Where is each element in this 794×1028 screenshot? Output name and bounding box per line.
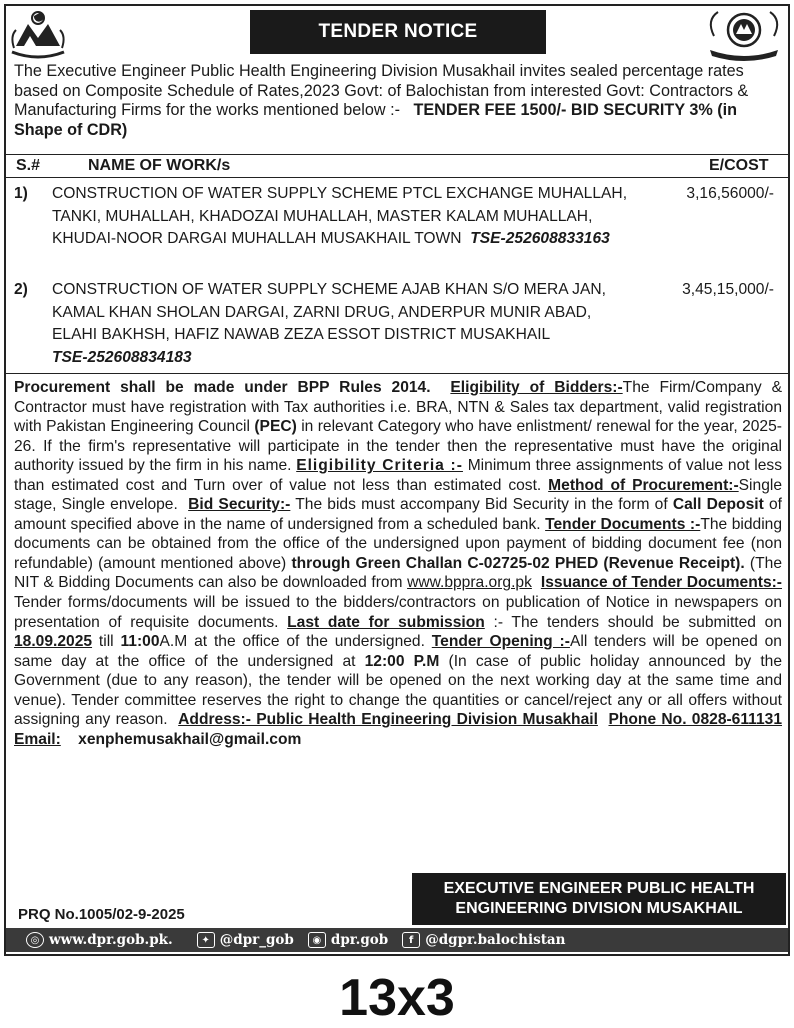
ad-size-label: 13x3: [339, 969, 455, 1027]
submission-time: 11:00: [120, 633, 160, 651]
phone-label: Phone No. 0828-611131: [608, 711, 782, 729]
header-name-of-work: NAME OF WORK/s: [88, 157, 231, 174]
row-cost: 3,45,15,000/-: [682, 281, 774, 298]
footer-instagram-text[interactable]: dpr.gob: [330, 932, 389, 948]
facebook-icon: f: [402, 932, 420, 948]
signature-line-2: ENGINEERING DIVISION MUSAKHAIL: [455, 900, 743, 917]
tender-opening-label: Tender Opening :-: [431, 633, 570, 651]
prq-number: PRQ No.1005/02-9-2025: [18, 906, 185, 923]
eligibility-bidders-text-2: in relevant Category who have enlistment/ renewal for the year, 2025-26. If the firm's representative will participate in the tender then the representative must have the original authority issued by the firm in his name.: [14, 418, 782, 475]
dgpr-footer-bar: [6, 928, 788, 952]
submission-time-text: A.M at the office of the undersigned.: [159, 633, 425, 651]
address-label: Address:- Public Health Engineering Division Musakhail: [178, 711, 598, 729]
issuance-label: Issuance of Tender Documents:-: [540, 574, 782, 592]
tender-notice-title: TENDER NOTICE: [250, 10, 546, 54]
header-serial: S.#: [16, 157, 41, 174]
header-estimated-cost: E/COST: [709, 157, 769, 174]
table-bottom-divider: [6, 373, 788, 374]
intro-text: The Executive Engineer Public Health Engineering Division Musakhail invites sealed percentage rates based on Composite Schedule of Rates,2023 Govt: of Balochistan from interested Govt: Contractors & Manufacturing Firms for the works mentioned below :-: [14, 62, 749, 119]
footer-facebook-text[interactable]: @dgpr.balochistan: [425, 932, 566, 948]
method-label: Method of Procurement:-: [548, 476, 739, 494]
method-text: Single stage, Single envelope.: [14, 476, 783, 514]
pec-label: (PEC): [254, 418, 297, 436]
eligibility-criteria-text: Minimum three assignments of value not less than estimated cost and Turn over of value not less than estimated cost.: [14, 457, 783, 494]
email-link[interactable]: xenphemusakhail@gmail.com: [78, 730, 302, 748]
last-date-text: :- The tenders should be submitted on: [493, 613, 783, 631]
footer-web-text[interactable]: www.dpr.gob.pk.: [49, 932, 173, 948]
eligibility-bidders-text: The Firm/Company & Contractor must have registration with Tax authorities i.e. BRA, NTN & Sales tax department, valid registration with Pakistan Engineering Council: [14, 379, 782, 436]
row-serial: 1): [14, 185, 28, 202]
bid-security-text: The bids must accompany Bid Security in the form of: [295, 496, 668, 514]
tender-opening-text-2: (In case of public holiday announced by the Government (due to any reason), the tender will be opened on the next working day at the same time and venue). Tender committee reserves the right to change the quantities or cancel/reject any or all offers without assigning any reason.: [14, 652, 783, 729]
tender-fee-text: TENDER FEE 1500/- BID SECURITY 3% (in Shape of CDR): [14, 101, 737, 139]
executive-engineer-signature-box: [412, 873, 786, 925]
row-tse: TSE-252608833163: [470, 230, 610, 247]
row-serial: 2): [14, 281, 28, 298]
tender-documents-text: The bidding documents can be obtained from the office of the undersigned upon payment of bidding document fee (non refundable) (amount mentioned above): [14, 515, 782, 572]
twitter-icon: ✦: [197, 932, 215, 948]
works-table-header: [6, 154, 788, 178]
footer-instagram: [308, 932, 388, 948]
eligibility-bidders-label: Eligibility of Bidders:-: [450, 379, 623, 396]
bid-security-text-2: of amount specified above in the name of undersigned from a scheduled bank.: [14, 496, 782, 533]
tender-documents-label: Tender Documents :-: [545, 515, 701, 533]
row-cost: 3,16,56000/-: [686, 185, 774, 202]
procurement-rules: Procurement shall be made under BPP Rules 2014.: [14, 379, 431, 396]
footer-twitter: [197, 932, 294, 948]
balochistan-emblem-logo: [8, 6, 68, 64]
green-challan: through Green Challan C-02725-02 PHED (Revenue Receipt).: [291, 554, 745, 572]
last-date-label: Last date for submission: [287, 613, 485, 631]
call-deposit: Call Deposit: [672, 496, 764, 514]
instagram-icon: ◉: [308, 932, 326, 948]
intro-paragraph: [14, 62, 782, 140]
issuance-text: Tender forms/documents will be issued to the bidders/contractors on publication of Notice in newspapers on presentation of requisite documents.: [14, 594, 782, 631]
opening-time: 12:00 P.M: [364, 652, 440, 670]
submission-date: 18.09.2025: [14, 633, 93, 651]
bid-security-label: Bid Security:-: [188, 496, 291, 514]
signature-line-1: EXECUTIVE ENGINEER PUBLIC HEALTH: [443, 880, 755, 897]
row-work-text: CONSTRUCTION OF WATER SUPPLY SCHEME PTCL EXCHANGE MUHALLAH, TANKI, MUHALLAH, KHADOZAI MUHALLAH, MASTER KALAM MUHALLAH, KHUDAI-NOOR DARGAI MUHALLAH MUSAKHAIL TOWN: [52, 185, 628, 247]
row-work: [52, 183, 632, 251]
tender-opening-text: All tenders will be opened on same day at the office of the undersigned at: [14, 633, 782, 670]
footer-web: [26, 932, 173, 948]
government-seal-logo: [704, 6, 784, 64]
row-work-text: CONSTRUCTION OF WATER SUPPLY SCHEME AJAB KHAN S/O MERA JAN, KAMAL KHAN SHOLAN DARGAI, ZARNI DRUG, ANDERPUR MUNIR ABAD, ELAHI BAKHSH, HAFIZ NAWAB ZEZA ESSOT DISTRICT MUSAKHAIL: [52, 281, 606, 343]
footer-facebook: [402, 932, 565, 948]
globe-icon: ◎: [26, 932, 44, 948]
row-tse: TSE-252608834183: [52, 348, 192, 366]
till-text: till: [98, 633, 114, 651]
eligibility-criteria-label: Eligibility Criteria :-: [296, 457, 463, 475]
nit-text: (The NIT & Bidding Documents can also be downloaded from: [14, 554, 782, 592]
row-work: [52, 279, 632, 369]
bppra-website-link[interactable]: www.bppra.org.pk: [407, 574, 532, 592]
footer-twitter-text[interactable]: @dpr_gob: [219, 932, 294, 948]
terms-paragraph: [14, 378, 782, 749]
email-label: Email:: [14, 730, 61, 748]
